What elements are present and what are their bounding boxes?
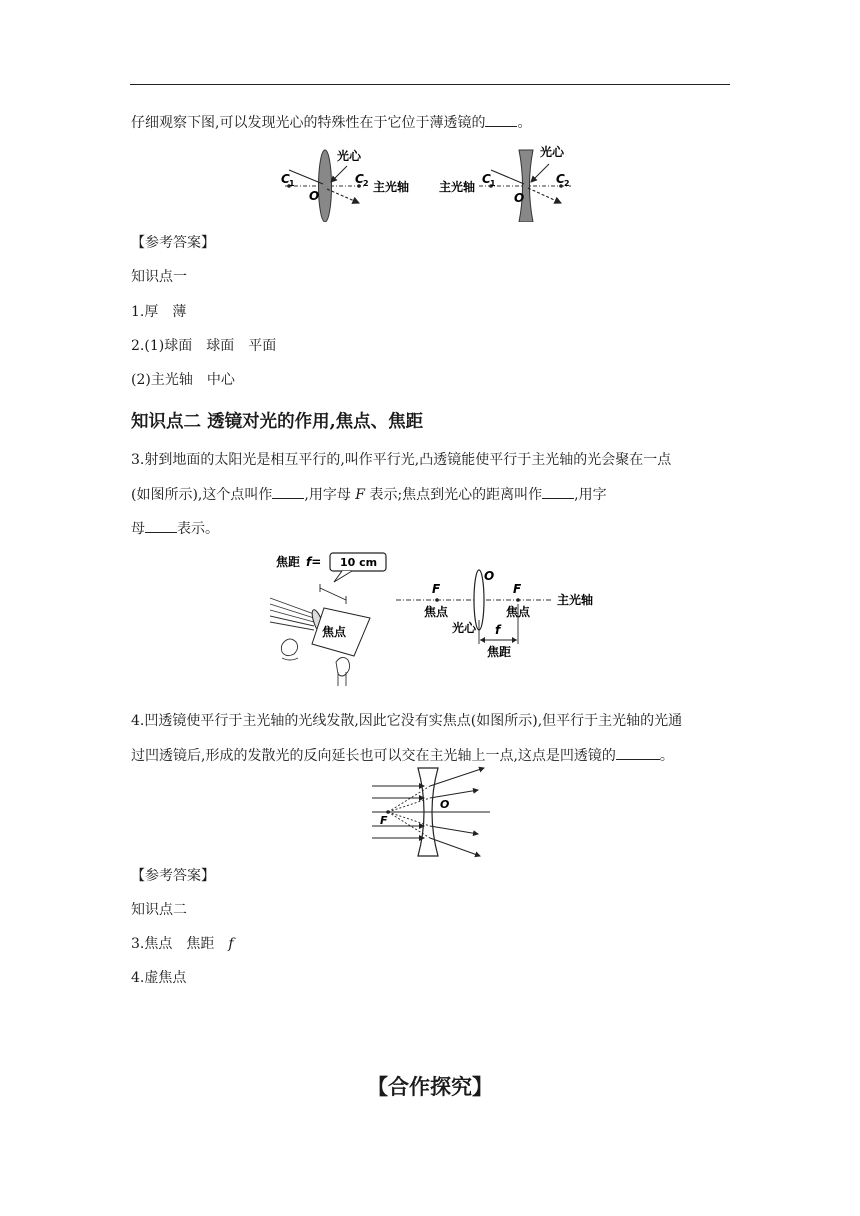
paragraph-end: 。 [517, 115, 532, 131]
q3-line-2: (如图所示),这个点叫作 ,用字母 F 表示;焦点到光心的距离叫作 ,用字 [131, 487, 607, 503]
label-f-eq: f= [306, 555, 322, 569]
label-F: F [380, 814, 388, 827]
label-O: O [484, 569, 495, 583]
label-f: f [495, 623, 501, 637]
label-c2: C [355, 172, 364, 186]
q3-line-1: 3.射到地面的太阳光是相互平行的,叫作平行光,凸透镜能使平行于主光轴的光会聚在一点 [131, 452, 672, 468]
hand-left [281, 639, 297, 656]
answer-section-1: 知识点一 [131, 269, 187, 285]
answer-line-4: 3.焦点 焦距 f [131, 936, 234, 952]
answer-section-2: 知识点二 [131, 902, 187, 918]
answer-line-1: 1.厚 薄 [131, 304, 187, 320]
answer-header-1: 【参考答案】 [131, 235, 215, 251]
label-o: O [309, 189, 320, 203]
label-focal-length: 焦距 [276, 555, 301, 569]
label-optical-center: 光心 [337, 149, 362, 163]
top-rule [130, 84, 730, 85]
label-c1-sub: 1 [289, 179, 295, 188]
label-c2-sub: 2 [363, 179, 369, 188]
label-c1: C [281, 172, 290, 186]
label-optical-center: 光心 [452, 621, 477, 635]
section-heading-2: 知识点二 透镜对光的作用,焦点、焦距 [131, 412, 424, 432]
label-F-right: F [513, 582, 522, 596]
label-focus: 焦点 [322, 625, 347, 639]
answer-line-3: (2)主光轴 中心 [131, 372, 235, 388]
paragraph-optical-center [131, 113, 531, 132]
fill-blank [145, 519, 177, 533]
figure-focal-point [262, 548, 612, 690]
answer-line-5: 4.虚焦点 [131, 970, 187, 986]
label-main-axis: 主光轴 [373, 180, 410, 194]
fill-blank [485, 113, 517, 127]
label-measure: 10 cm [340, 556, 378, 569]
figure-lens-optical-center [275, 142, 595, 222]
answer-line-2: 2.(1)球面 球面 平面 [131, 338, 277, 354]
q4-line-1: 4.凹透镜使平行于主光轴的光线发散,因此它没有实焦点(如图所示),但平行于主光轴的光通 [131, 713, 683, 729]
label-c2-2: C [556, 172, 565, 186]
q4-line-2: 过凹透镜后,形成的发散光的反向延长也可以交在主光轴上一点,这点是凹透镜的 。 [131, 748, 674, 764]
cooperative-inquiry-heading: 【合作探究】 [367, 1074, 493, 1099]
q3-line-3: 母 表示。 [131, 521, 219, 537]
fill-blank [542, 485, 574, 499]
figure-concave-lens [368, 764, 494, 860]
label-main-axis-2: 主光轴 [439, 180, 476, 194]
label-c2-2-sub: 2 [564, 179, 570, 188]
label-optical-center-2: 光心 [540, 145, 565, 159]
label-focus-right: 焦点 [506, 605, 531, 619]
convex-lens-shape [319, 150, 332, 222]
label-main-axis: 主光轴 [557, 593, 594, 607]
label-F-left: F [432, 582, 441, 596]
label-focus-left: 焦点 [424, 605, 449, 619]
label-o-2: O [514, 191, 525, 205]
label-c1-2-sub: 1 [490, 179, 496, 188]
fill-blank [616, 746, 660, 760]
label-O: O [440, 798, 450, 811]
paragraph-text: 仔细观察下图,可以发现光心的特殊性在于它位于薄透镜的 [131, 115, 486, 131]
fill-blank [272, 485, 304, 499]
label-c1-2: C [482, 172, 491, 186]
label-focal-distance: 焦距 [487, 645, 512, 659]
answer-header-2: 【参考答案】 [131, 868, 215, 884]
